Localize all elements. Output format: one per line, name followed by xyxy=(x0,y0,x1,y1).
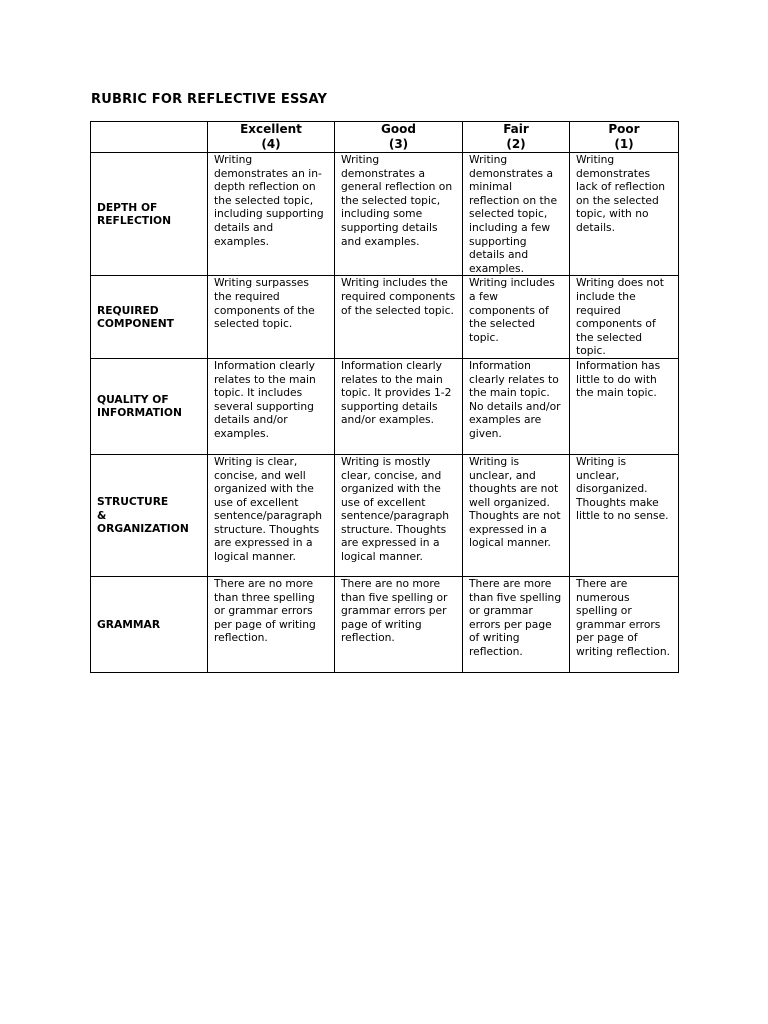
criterion-line: INFORMATION xyxy=(97,406,182,420)
criterion-line: REQUIRED xyxy=(97,303,159,317)
descriptor-cell: Writing is clear, concise, and well organized with the use of excellent sentence/paragraph structure. Thoughts are expressed in a logical manner. xyxy=(208,454,335,576)
level-name: Fair xyxy=(503,122,529,136)
level-header-fair xyxy=(463,122,570,153)
descriptor-cell: Writing includes the required components of the selected topic. xyxy=(335,276,463,359)
criterion-label xyxy=(91,454,208,576)
descriptor-cell: Writing does not include the required components of the selected topic. xyxy=(570,276,679,359)
descriptor-cell: Writing is unclear, disorganized. Thoughts make little to no sense. xyxy=(570,454,679,576)
level-header-excellent xyxy=(208,122,335,153)
level-header-poor xyxy=(570,122,679,153)
level-score: (1) xyxy=(614,137,634,151)
level-header-good xyxy=(335,122,463,153)
criterion-line: QUALITY OF xyxy=(97,392,169,406)
rubric-row-structure-organization xyxy=(91,454,679,576)
descriptor-cell: Writing demonstrates lack of reflection on the selected topic, with no details. xyxy=(570,153,679,276)
criterion-label xyxy=(91,576,208,672)
level-score: (4) xyxy=(261,137,281,151)
criterion-line: REFLECTION xyxy=(97,214,172,228)
level-name: Poor xyxy=(608,122,640,136)
level-name: Excellent xyxy=(240,122,302,136)
descriptor-cell: Information clearly relates to the main topic. It provides 1-2 supporting details and/or examples. xyxy=(335,358,463,454)
criterion-label xyxy=(91,358,208,454)
corner-cell xyxy=(91,122,208,153)
descriptor-cell: Information clearly relates to the main topic. No details and/or examples are given. xyxy=(463,358,570,454)
descriptor-cell: Writing demonstrates an in-depth reflection on the selected topic, including supporting details and examples. xyxy=(208,153,335,276)
descriptor-cell: Information has little to do with the main topic. xyxy=(570,358,679,454)
page-title: RUBRIC FOR REFLECTIVE ESSAY xyxy=(91,92,328,107)
descriptor-cell: Writing is unclear, and thoughts are not well organized. Thoughts are not expressed in a logical manner. xyxy=(463,454,570,576)
descriptor-cell: There are no more than three spelling or grammar errors per page of writing reflection. xyxy=(208,576,335,672)
criterion-label xyxy=(91,153,208,276)
criterion-line: DEPTH OF xyxy=(97,200,158,214)
descriptor-cell: Writing demonstrates a general reflection on the selected topic, including some supporting details and examples. xyxy=(335,153,463,276)
rubric-row-required-component xyxy=(91,276,679,359)
descriptor-cell: There are numerous spelling or grammar errors per page of writing reflection. xyxy=(570,576,679,672)
header-row xyxy=(91,122,679,153)
level-score: (3) xyxy=(388,137,409,151)
criterion-line: STRUCTURE xyxy=(97,495,169,509)
descriptor-cell: There are more than five spelling or grammar errors per page of writing reflection. xyxy=(463,576,570,672)
descriptor-cell: Writing includes a few components of the selected topic. xyxy=(463,276,570,359)
descriptor-cell: Writing demonstrates a minimal reflection on the selected topic, including a few supporting details and examples. xyxy=(463,153,570,276)
level-score: (2) xyxy=(506,137,526,151)
criterion-line: & xyxy=(97,508,107,522)
descriptor-cell: Writing surpasses the required components of the selected topic. xyxy=(208,276,335,359)
level-name: Good xyxy=(381,122,416,136)
descriptor-cell: Information clearly relates to the main topic. It includes several supporting details and/or examples. xyxy=(208,358,335,454)
rubric-row-depth-of-reflection xyxy=(91,153,679,276)
criterion-line: ORGANIZATION xyxy=(97,522,189,536)
descriptor-cell: Writing is mostly clear, concise, and organized with the use of excellent sentence/paragraph structure. Thoughts are expressed in a logical manner. xyxy=(335,454,463,576)
descriptor-cell: There are no more than five spelling or grammar errors per page of writing reflection. xyxy=(335,576,463,672)
criterion-label xyxy=(91,276,208,359)
criterion-line: COMPONENT xyxy=(97,317,174,331)
rubric-row-grammar xyxy=(91,576,679,672)
criterion-line: GRAMMAR xyxy=(97,617,161,631)
rubric-table xyxy=(90,121,679,673)
rubric-row-quality-of-information xyxy=(91,358,679,454)
